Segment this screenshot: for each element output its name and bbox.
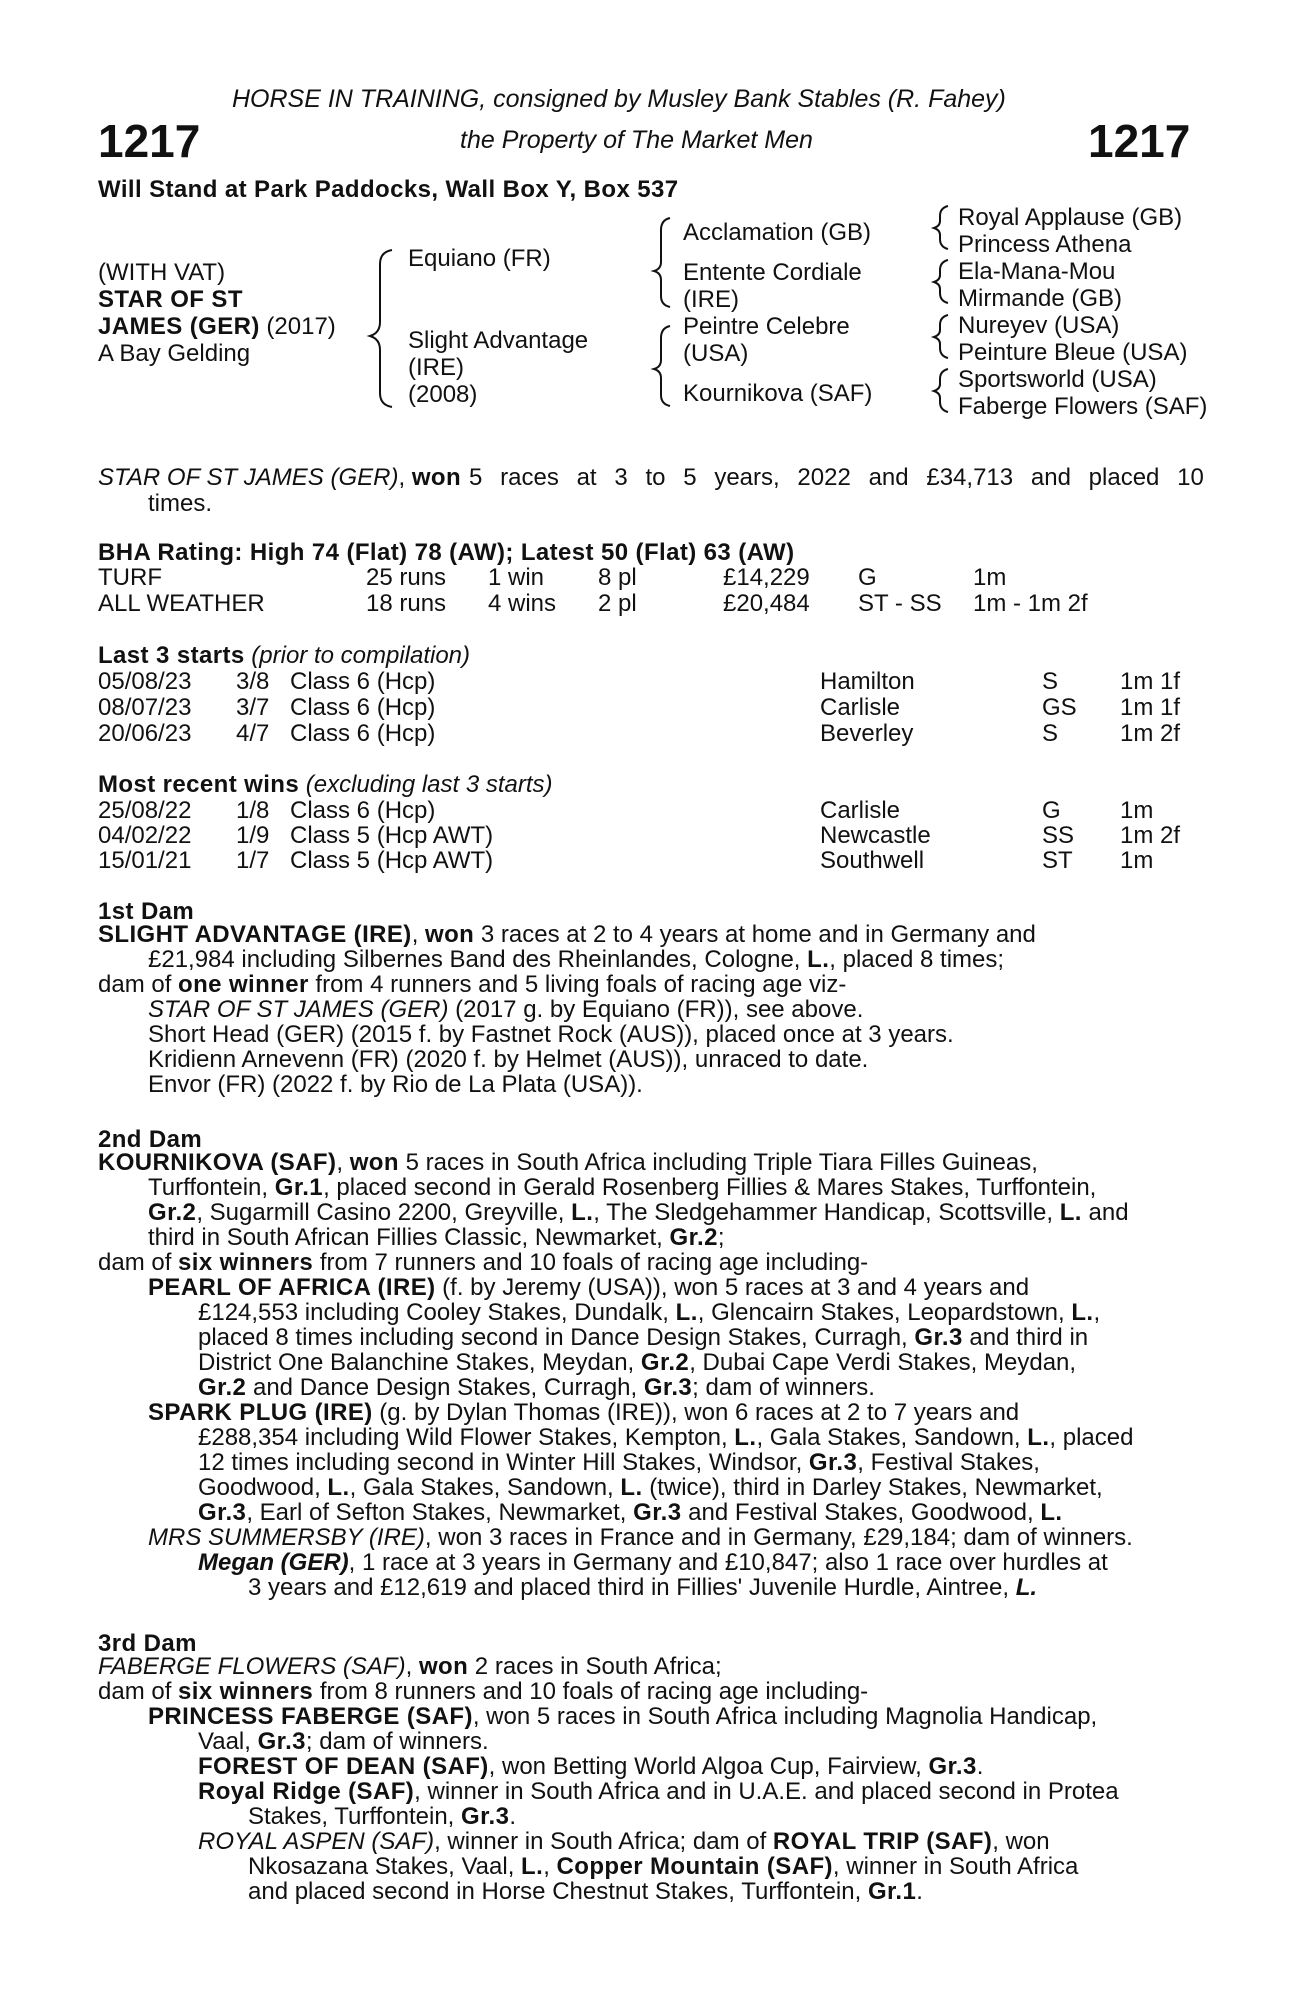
stable-location: Will Stand at Park Paddocks, Wall Box Y, Box 537 <box>98 176 679 203</box>
consignment-line: HORSE IN TRAINING, consigned by Musley Bank Stables (R. Fahey) <box>232 85 1006 113</box>
dam1-record-cont: £21,984 including Silbernes Band des Rheinlandes, Cologne, L., placed 8 times; <box>148 946 1005 973</box>
spark-l3: 12 times including second in Winter Hill Stakes, Windsor, Gr.3, Festival Stakes, <box>198 1449 1040 1476</box>
forest-of-dean: FOREST OF DEAN (SAF), won Betting World Algoa Cup, Fairview, Gr.3. <box>198 1753 984 1780</box>
pearl-l4: District One Balanchine Stakes, Meydan, Gr.2, Dubai Cape Verdi Stakes, Meydan, <box>198 1349 1077 1376</box>
royal-aspen-l2: Nkosazana Stakes, Vaal, L., Copper Mountain (SAF), winner in South Africa <box>248 1853 1079 1880</box>
dam2-damof: dam of six winners from 7 runners and 10 foals of racing age including- <box>98 1249 869 1276</box>
royal-aspen-l3: and placed second in Horse Chestnut Stakes, Turffontein, Gr.1. <box>248 1878 923 1905</box>
horse-name-line1: STAR OF ST <box>98 286 243 313</box>
dam1-progeny-4: Envor (FR) (2022 f. by Rio de La Plata (USA)). <box>148 1071 643 1098</box>
vat-note: (WITH VAT) <box>98 259 226 286</box>
horse-description: A Bay Gelding <box>98 340 251 367</box>
pedigree-dam-line2: (IRE) <box>408 354 464 381</box>
dam1-progeny-1: STAR OF ST JAMES (GER) (2017 g. by Equiano (FR)), see above. <box>148 996 864 1023</box>
lot-number-right: 1217 <box>1088 115 1191 167</box>
pedigree-sds: Ela-Mana-Mou <box>958 258 1116 285</box>
princess-l2: Vaal, Gr.3; dam of winners. <box>198 1728 489 1755</box>
pearl-l2: £124,553 including Cooley Stakes, Dundalk, L., Glencairn Stakes, Leopardstown, L., <box>198 1299 1101 1326</box>
dam2-record-l3: Gr.2, Sugarmill Casino 2200, Greyville, L., The Sledgehammer Handicap, Scottsville, L. and <box>148 1199 1129 1226</box>
pedigree-sdd: Mirmande (GB) <box>958 285 1123 312</box>
royal-ridge-l2: Stakes, Turffontein, Gr.3. <box>248 1803 516 1830</box>
horse-name-line2: JAMES (GER) (2017) <box>98 313 336 340</box>
pedigree-dsd: Peinture Bleue (USA) <box>958 339 1188 366</box>
megan-l2: 3 years and £12,619 and placed third in Fillies' Juvenile Hurdle, Aintree, L. <box>248 1574 1038 1601</box>
dam2-heading: 2nd Dam <box>98 1126 203 1153</box>
pedigree-dds: Sportsworld (USA) <box>958 366 1157 393</box>
race-summary: STAR OF ST JAMES (GER), won 5 races at 3 to 5 years, 2022 and £34,713 and placed 10 times. <box>98 464 1204 517</box>
bha-rating-heading: BHA Rating: High 74 (Flat) 78 (AW); Latest 50 (Flat) 63 (AW) <box>98 539 795 566</box>
dam1-progeny-2: Short Head (GER) (2015 f. by Fastnet Rock (AUS)), placed once at 3 years. <box>148 1021 954 1048</box>
pedigree-dam-sire-line1: Peintre Celebre <box>683 313 850 340</box>
mrs-summersby: MRS SUMMERSBY (IRE), won 3 races in France and in Germany, £29,184; dam of winners. <box>148 1524 1133 1551</box>
princess-l1: PRINCESS FABERGE (SAF), won 5 races in South Africa including Magnolia Handicap, <box>148 1703 1098 1730</box>
summary-words: 5 races at 3 to 5 years, 2022 and £34,713 and placed 10 <box>469 464 1204 491</box>
property-line: the Property of The Market Men <box>460 126 813 154</box>
pedigree-ssd: Princess Athena <box>958 231 1132 258</box>
pedigree-dam-sire-line2: (USA) <box>683 340 749 367</box>
pedigree-ddd: Faberge Flowers (SAF) <box>958 393 1208 420</box>
pedigree-sire-sire: Acclamation (GB) <box>683 219 872 246</box>
pedigree-sire-dam-line2: (IRE) <box>683 286 739 313</box>
pearl-l3: placed 8 times including second in Dance Design Stakes, Curragh, Gr.3 and third in <box>198 1324 1089 1351</box>
spark-l2: £288,354 including Wild Flower Stakes, Kempton, L., Gala Stakes, Sandown, L., placed <box>198 1424 1134 1451</box>
dam3-record: FABERGE FLOWERS (SAF), won 2 races in South Africa; <box>98 1653 722 1680</box>
dam2-record-l4: third in South African Fillies Classic, Newmarket, Gr.2; <box>148 1224 725 1251</box>
pedigree-dam-line1: Slight Advantage <box>408 327 589 354</box>
pedigree-dam-line3: (2008) <box>408 381 478 408</box>
dam2-record-l2: Turffontein, Gr.1, placed second in Gerald Rosenberg Fillies & Mares Stakes, Turffontein, <box>148 1174 1097 1201</box>
dam1-damof: dam of one winner from 4 runners and 5 living foals of racing age viz- <box>98 971 847 998</box>
dam1-heading: 1st Dam <box>98 898 195 925</box>
pedigree-sire-dam-line1: Entente Cordiale <box>683 259 862 286</box>
royal-aspen-l1: ROYAL ASPEN (SAF), winner in South Africa; dam of ROYAL TRIP (SAF), won <box>198 1828 1050 1855</box>
pedigree-sire: Equiano (FR) <box>408 245 551 272</box>
spark-l5: Gr.3, Earl of Sefton Stakes, Newmarket, Gr.3 and Festival Stakes, Goodwood, L. <box>198 1499 1063 1526</box>
spark-l1: SPARK PLUG (IRE) (g. by Dylan Thomas (IRE)), won 6 races at 2 to 7 years and <box>148 1399 1020 1426</box>
dam3-damof: dam of six winners from 8 runners and 10 foals of racing age including- <box>98 1678 869 1705</box>
pedigree-sss: Royal Applause (GB) <box>958 204 1183 231</box>
lot-number-left: 1217 <box>98 115 201 167</box>
dam3-heading: 3rd Dam <box>98 1630 197 1657</box>
megan-l1: Megan (GER), 1 race at 3 years in Germany and £10,847; also 1 race over hurdles at <box>198 1549 1108 1576</box>
pedigree-dam-dam: Kournikova (SAF) <box>683 380 873 407</box>
spark-l4: Goodwood, L., Gala Stakes, Sandown, L. (twice), third in Darley Stakes, Newmarket, <box>198 1474 1103 1501</box>
pedigree-dss: Nureyev (USA) <box>958 312 1120 339</box>
royal-ridge-l1: Royal Ridge (SAF), winner in South Africa and in U.A.E. and placed second in Protea <box>198 1778 1119 1805</box>
last3-heading: Last 3 starts (prior to compilation) <box>98 642 471 669</box>
dam1-progeny-3: Kridienn Arnevenn (FR) (2020 f. by Helmet (AUS)), unraced to date. <box>148 1046 869 1073</box>
dam1-record: SLIGHT ADVANTAGE (IRE), won 3 races at 2 to 4 years at home and in Germany and <box>98 921 1036 948</box>
pearl-l5: Gr.2 and Dance Design Stakes, Curragh, Gr.3; dam of winners. <box>198 1374 875 1401</box>
pearl-l1: PEARL OF AFRICA (IRE) (f. by Jeremy (USA)), won 5 races at 3 and 4 years and <box>148 1274 1030 1301</box>
recent-wins-heading: Most recent wins (excluding last 3 starts) <box>98 771 553 798</box>
dam2-record-l1: KOURNIKOVA (SAF), won 5 races in South Africa including Triple Tiara Filles Guineas, <box>98 1149 1038 1176</box>
